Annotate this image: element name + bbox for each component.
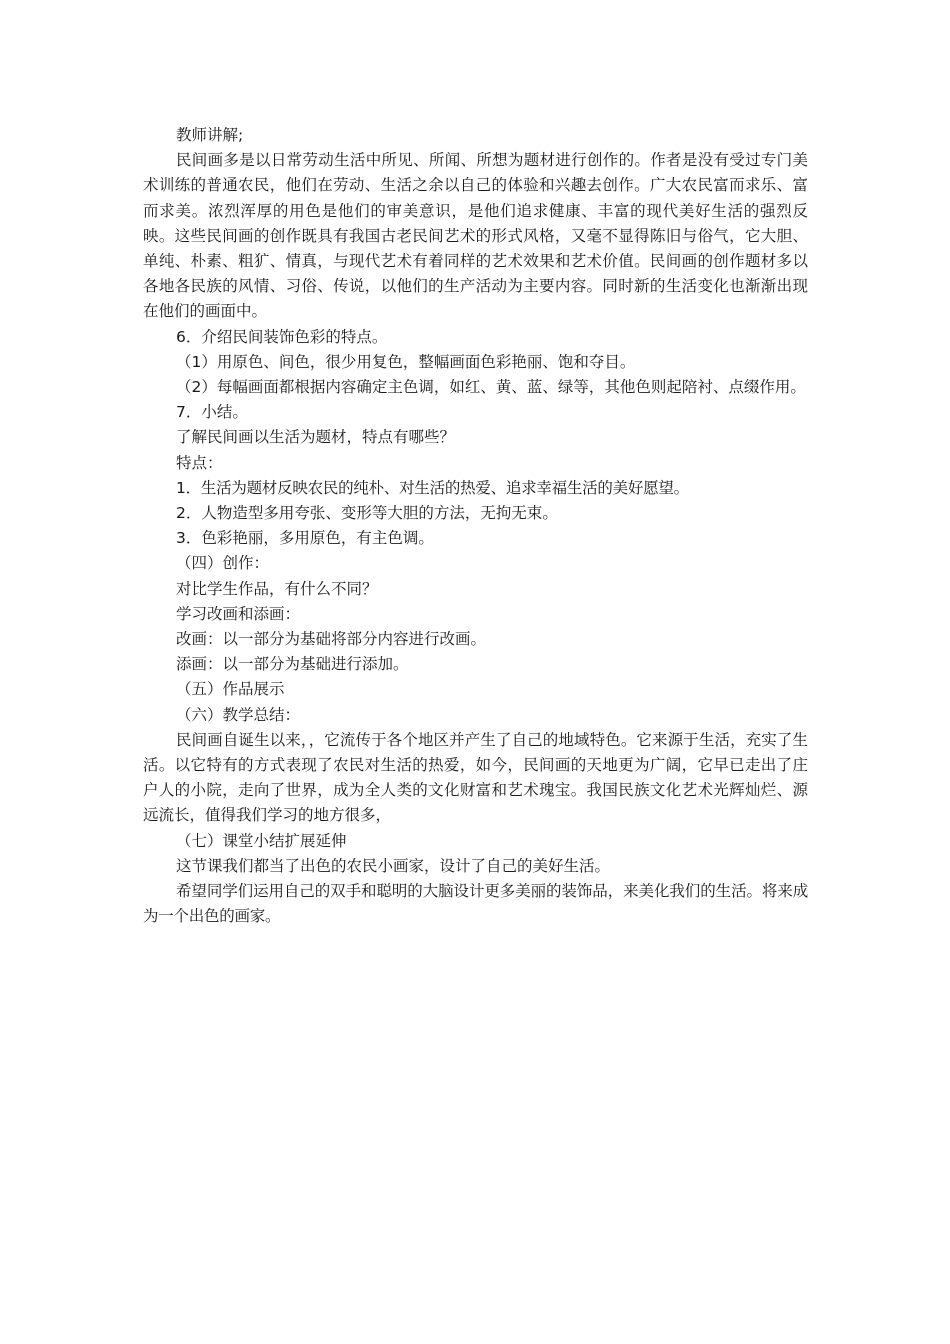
paragraph-folk-painting-intro: 民间画多是以日常劳动生活中所见、所闻、所想为题材进行创作的。作者是没有受过专门美术训练的普通农民，他们在劳动、生活之余以自己的体验和兴趣去创作。广大农民富而求乐、富而求美。浓烈浑厚的用色是他们的审美意识，是他们追求健康、丰富的现代美好生活的强烈反映。这些民间画的创作既具有我国古老民间艺术的形式风格，又毫不显得陈旧与俗气，它大胆、单纯、朴素、粗犷、情真，与现代艺术有着同样的艺术效果和艺术价值。民间画的创作题材多以各地各民族的风情、习俗、传说，以他们的生产活动为主要内容。同时新的生活变化也渐渐出现在他们的画面中。 <box>143 151 808 321</box>
paragraph-color-point-2: （2）每幅画面都根据内容确定主色调，如红、黄、蓝、绿等，其他色则起陪衬、点缀作用。 <box>176 378 806 397</box>
paragraph-compare-works: 对比学生作品，有什么不同？ <box>176 579 378 598</box>
paragraph-summary-body: 民间画自诞生以来，，它流传于各个地区并产生了自己的地域特色。它来源于生活，充实了生活。以它特有的方式表现了农民对生活的热爱，如今，民间画的天地更为广阔，它早已走出了庄户人的小院，走向了世界，成为全人类的文化财富和艺术瑰宝。我国民族文化艺术光辉灿烂、源远流长，值得我们学习的地方很多， <box>143 730 808 825</box>
paragraph-heading-summary: （六）教学总结： <box>176 705 301 724</box>
paragraph-color-point-1: （1）用原色、间色，很少用复色，整幅画面色彩艳丽、饱和夺目。 <box>176 352 636 371</box>
document-body <box>143 123 808 930</box>
paragraph-heading-showcase: （五）作品展示 <box>176 680 285 699</box>
paragraph-feature-1: 1．生活为题材反映农民的纯朴、对生活的热爱、追求幸福生活的美好愿望。 <box>176 478 689 497</box>
paragraph-heading-extension: （七）课堂小结扩展延伸 <box>176 831 347 850</box>
paragraph-section-7: 7．小结。 <box>176 403 248 422</box>
paragraph-heading-creation: （四）创作： <box>176 554 270 573</box>
paragraph-section-6: 6．介绍民间装饰色彩的特点。 <box>176 327 388 346</box>
paragraph-add-drawing: 添画：以一部分为基础进行添加。 <box>176 655 409 674</box>
paragraph-learn-modify-add: 学习改画和添画： <box>176 604 301 623</box>
paragraph-modify-drawing: 改画：以一部分为基础将部分内容进行改画。 <box>176 630 487 649</box>
paragraph-closing-hope: 希望同学们运用自己的双手和聪明的大脑设计更多美丽的装饰品，来美化我们的生活。将来成为一个出色的画家。 <box>143 882 808 926</box>
paragraph-question: 了解民间画以生活为题材，特点有哪些？ <box>176 428 456 447</box>
paragraph-feature-2: 2．人物造型多用夸张、变形等大胆的方法，无拘无束。 <box>176 504 558 523</box>
paragraph-feature-3: 3．色彩艳丽，多用原色，有主色调。 <box>176 529 434 548</box>
paragraph-little-painters: 这节课我们都当了出色的农民小画家，设计了自己的美好生活。 <box>176 856 611 875</box>
paragraph-features-label: 特点： <box>176 453 223 472</box>
paragraph-teacher-explanation: 教师讲解; <box>176 126 244 144</box>
